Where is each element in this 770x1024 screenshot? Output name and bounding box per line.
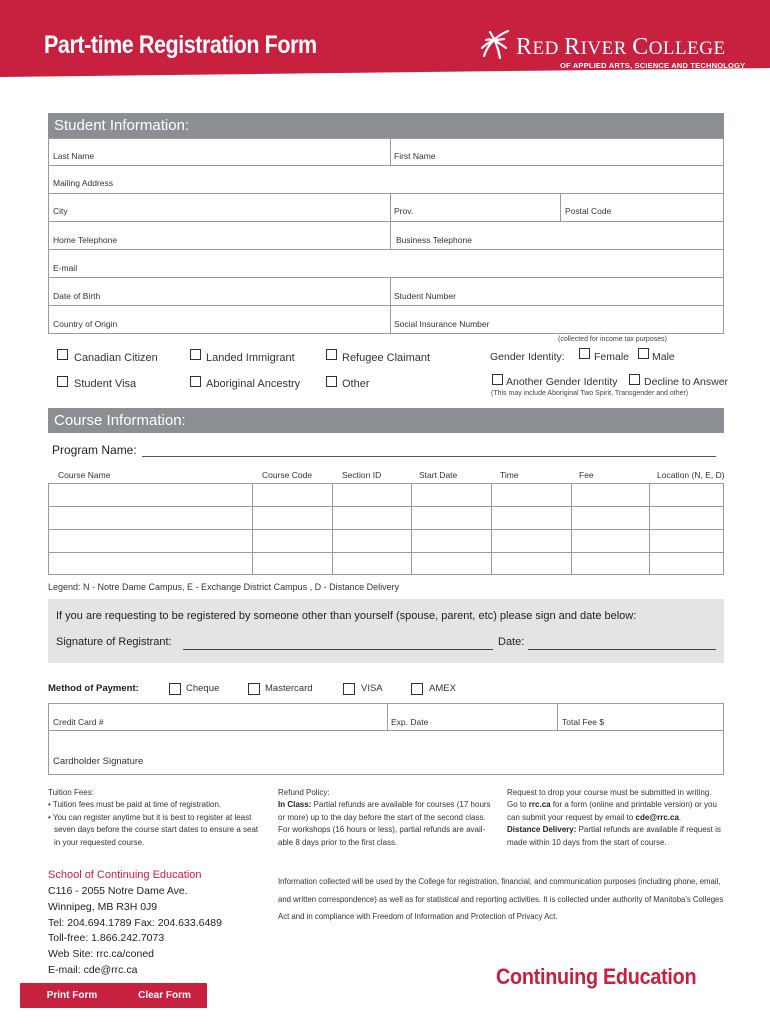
refund-line: For workshops (16 hours or less), partial refunds are avail- bbox=[278, 825, 486, 835]
table-col-divider bbox=[491, 484, 492, 574]
canadian-citizen-label: Canadian Citizen bbox=[74, 352, 158, 364]
drop-line: Request to drop your course must be submitted in writing. bbox=[507, 788, 712, 797]
payment-method-label: Method of Payment: bbox=[48, 683, 139, 694]
sin-field[interactable] bbox=[390, 306, 725, 333]
student-number-field[interactable] bbox=[390, 278, 725, 305]
another-gender-label: Another Gender Identity bbox=[506, 376, 618, 388]
drop-text: can submit your request by email to bbox=[507, 812, 636, 822]
postal-code-label: Postal Code bbox=[565, 206, 612, 216]
cardholder-signature-field[interactable] bbox=[48, 731, 724, 775]
refugee-claimant-label: Refugee Claimant bbox=[342, 352, 431, 364]
cardholder-signature-label: Cardholder Signature bbox=[53, 756, 144, 767]
cheque-checkbox[interactable] bbox=[169, 683, 181, 695]
table-col-divider bbox=[411, 484, 412, 574]
visa-checkbox[interactable] bbox=[343, 683, 355, 695]
table-row-divider bbox=[49, 506, 723, 507]
row-city bbox=[48, 194, 724, 222]
row-credit-card bbox=[48, 703, 724, 731]
cheque-label: Cheque bbox=[186, 683, 220, 694]
campus-legend: Legend: N - Notre Dame Campus, E - Exchange District Campus , D - Distance Delivery bbox=[48, 582, 400, 592]
signature-label: Signature of Registrant: bbox=[56, 636, 172, 648]
registrant-question: If you are requesting to be registered by someone other than yourself (spouse, parent, etc) please sign and date below: bbox=[56, 610, 637, 622]
canadian-citizen-checkbox[interactable] bbox=[57, 349, 68, 360]
drop-line bbox=[507, 824, 721, 836]
date-input[interactable] bbox=[528, 649, 716, 650]
first-name-label: First Name bbox=[394, 151, 436, 161]
college-name: RED RIVER COLLEGE bbox=[516, 34, 726, 60]
city-label: City bbox=[53, 206, 68, 216]
landed-immigrant-checkbox[interactable] bbox=[190, 349, 201, 360]
row-telephone bbox=[48, 222, 724, 250]
continuing-education-brand: Continuing Education bbox=[496, 964, 697, 989]
email-label: E-mail bbox=[53, 263, 78, 273]
distance-delivery-label: Distance Delivery: bbox=[507, 825, 577, 835]
other-status-label: Other bbox=[342, 378, 370, 390]
tuition-line: seven days before the course start dates to ensure a seat bbox=[54, 825, 259, 835]
table-col-divider bbox=[571, 484, 572, 574]
refund-line: or more) up to the day before the start of the second class. bbox=[278, 812, 486, 822]
aboriginal-ancestry-checkbox[interactable] bbox=[190, 376, 201, 387]
refund-line: able 8 days prior to the first class. bbox=[278, 837, 398, 847]
last-name-label: Last Name bbox=[53, 151, 95, 161]
school-title: School of Continuing Education bbox=[48, 869, 202, 881]
col-course-name: Course Name bbox=[58, 470, 111, 480]
refund-line bbox=[278, 799, 491, 811]
student-visa-label: Student Visa bbox=[74, 378, 137, 390]
postal-code-field[interactable] bbox=[560, 194, 725, 221]
date-label: Date: bbox=[498, 636, 525, 648]
col-time: Time bbox=[500, 470, 519, 480]
program-name-label: Program Name: bbox=[52, 443, 137, 457]
decline-label: Decline to Answer bbox=[644, 376, 729, 388]
refund-text: Partial refunds are available for courses (17 hours bbox=[313, 800, 491, 810]
total-fee-field[interactable] bbox=[557, 704, 725, 730]
drop-line bbox=[507, 812, 721, 824]
drop-text: for a form (online and printable version) or you bbox=[550, 800, 717, 810]
col-fee: Fee bbox=[579, 470, 594, 480]
course-table[interactable] bbox=[48, 483, 724, 575]
mastercard-checkbox[interactable] bbox=[248, 683, 260, 695]
drop-course-block bbox=[507, 787, 721, 849]
signature-input[interactable] bbox=[183, 649, 493, 650]
another-gender-checkbox[interactable] bbox=[492, 374, 503, 385]
mastercard-label: Mastercard bbox=[265, 683, 313, 694]
country-of-origin-label: Country of Origin bbox=[53, 319, 118, 329]
landed-immigrant-label: Landed Immigrant bbox=[206, 352, 295, 364]
privacy-info: Information collected will be used by the College for registration, financial, and communication purposes (including phone, email, and written correspondence) as well as for statistical and reporting activities. It is collected under authority of Manitoba's Colleges Act and in compliance with Freedom of Information and Protection of Privacy Act. bbox=[278, 877, 724, 921]
row-dob bbox=[48, 278, 724, 306]
drop-text: Partial refunds are available if request is bbox=[576, 825, 721, 835]
email-field[interactable] bbox=[48, 250, 724, 278]
amex-label: AMEX bbox=[429, 683, 456, 694]
gender-identity-label: Gender Identity: bbox=[490, 351, 565, 363]
student-number-label: Student Number bbox=[394, 291, 456, 301]
tuition-title: Tuition Fees: bbox=[48, 788, 94, 797]
date-of-birth-label: Date of Birth bbox=[53, 291, 101, 301]
table-col-divider bbox=[332, 484, 333, 574]
col-start-date: Start Date bbox=[419, 470, 458, 480]
contact-address: C116 - 2055 Notre Dame Ave. bbox=[48, 885, 188, 897]
prov-label: Prov. bbox=[394, 206, 414, 216]
col-course-code: Course Code bbox=[262, 470, 313, 480]
prov-field[interactable] bbox=[390, 194, 560, 221]
drop-line: made within 10 days from the start of course. bbox=[507, 837, 667, 847]
table-row-divider bbox=[49, 552, 723, 553]
registrant-box bbox=[48, 599, 724, 663]
col-location: Location (N, E, D) bbox=[657, 470, 725, 480]
sin-label: Social Insurance Number bbox=[394, 319, 490, 329]
in-class-label: In Class: bbox=[278, 800, 312, 810]
refugee-claimant-checkbox[interactable] bbox=[326, 349, 337, 360]
exp-date-field[interactable] bbox=[387, 704, 557, 730]
business-telephone-field[interactable] bbox=[390, 222, 725, 249]
drop-text: . bbox=[678, 812, 682, 822]
course-info-header: Course Information: bbox=[48, 408, 724, 433]
male-checkbox[interactable] bbox=[638, 348, 649, 359]
tuition-line: • You can register anytime but it is best to register at least bbox=[48, 812, 252, 822]
contact-email: E-mail: cde@rrc.ca bbox=[48, 963, 138, 976]
home-telephone-label: Home Telephone bbox=[53, 235, 118, 245]
table-col-divider bbox=[649, 484, 650, 574]
row-country bbox=[48, 306, 724, 334]
first-name-field[interactable] bbox=[390, 139, 725, 165]
col-section-id: Section ID bbox=[342, 470, 382, 480]
student-visa-checkbox[interactable] bbox=[57, 376, 68, 387]
drop-text: Go to bbox=[507, 800, 529, 810]
other-status-checkbox[interactable] bbox=[326, 376, 337, 387]
table-col-divider bbox=[252, 484, 253, 574]
contact-phone: Tel: 204.694.1789 Fax: 204.633.6489 bbox=[48, 916, 222, 929]
print-form-button[interactable]: Print Form bbox=[20, 983, 124, 1008]
college-subtitle: OF APPLIED ARTS, SCIENCE AND TECHNOLOGY bbox=[560, 61, 746, 70]
tuition-line: • Tuition fees must be paid at time of registration. bbox=[48, 800, 222, 810]
table-row-divider bbox=[49, 529, 723, 530]
header-banner bbox=[0, 0, 770, 96]
contact-city: Winnipeg, MB R3H 0J9 bbox=[48, 900, 158, 913]
male-label: Male bbox=[652, 351, 675, 363]
contact-block bbox=[48, 884, 222, 979]
clear-form-button[interactable]: Clear Form bbox=[122, 983, 207, 1008]
rrc-link[interactable]: rrc.ca bbox=[528, 800, 551, 810]
gender-note: (This may include Aboriginal Two Spirit, Transgender and other) bbox=[491, 390, 689, 397]
amex-checkbox[interactable] bbox=[411, 683, 423, 695]
tuition-fees-block bbox=[48, 787, 258, 849]
row-name bbox=[48, 138, 724, 166]
form-title: Part-time Registration Form bbox=[44, 31, 317, 59]
total-fee-label: Total Fee $ bbox=[562, 717, 605, 727]
visa-label: VISA bbox=[361, 683, 383, 694]
credit-card-label: Credit Card # bbox=[53, 717, 104, 727]
cde-email-link[interactable]: cde@rrc.ca bbox=[635, 812, 679, 822]
decline-checkbox[interactable] bbox=[629, 374, 640, 385]
mailing-address-label: Mailing Address bbox=[53, 178, 114, 188]
mailing-address-field[interactable] bbox=[48, 166, 724, 194]
contact-website: Web Site: rrc.ca/coned bbox=[48, 948, 155, 961]
contact-tollfree: Toll-free: 1.866.242.7073 bbox=[48, 932, 165, 945]
female-checkbox[interactable] bbox=[579, 348, 590, 359]
female-label: Female bbox=[594, 351, 630, 363]
student-info-header: Student Information: bbox=[48, 113, 724, 138]
program-name-input[interactable] bbox=[142, 456, 716, 457]
drop-line bbox=[507, 799, 721, 811]
refund-policy-block bbox=[278, 787, 491, 849]
business-telephone-label: Business Telephone bbox=[396, 235, 472, 245]
aboriginal-ancestry-label: Aboriginal Ancestry bbox=[206, 378, 301, 390]
tuition-line: in your requested course. bbox=[54, 837, 145, 847]
college-logo-icon bbox=[478, 26, 514, 64]
sin-note: (collected for income tax purposes) bbox=[558, 336, 667, 343]
exp-date-label: Exp. Date bbox=[391, 717, 429, 727]
refund-title: Refund Policy: bbox=[278, 788, 330, 797]
